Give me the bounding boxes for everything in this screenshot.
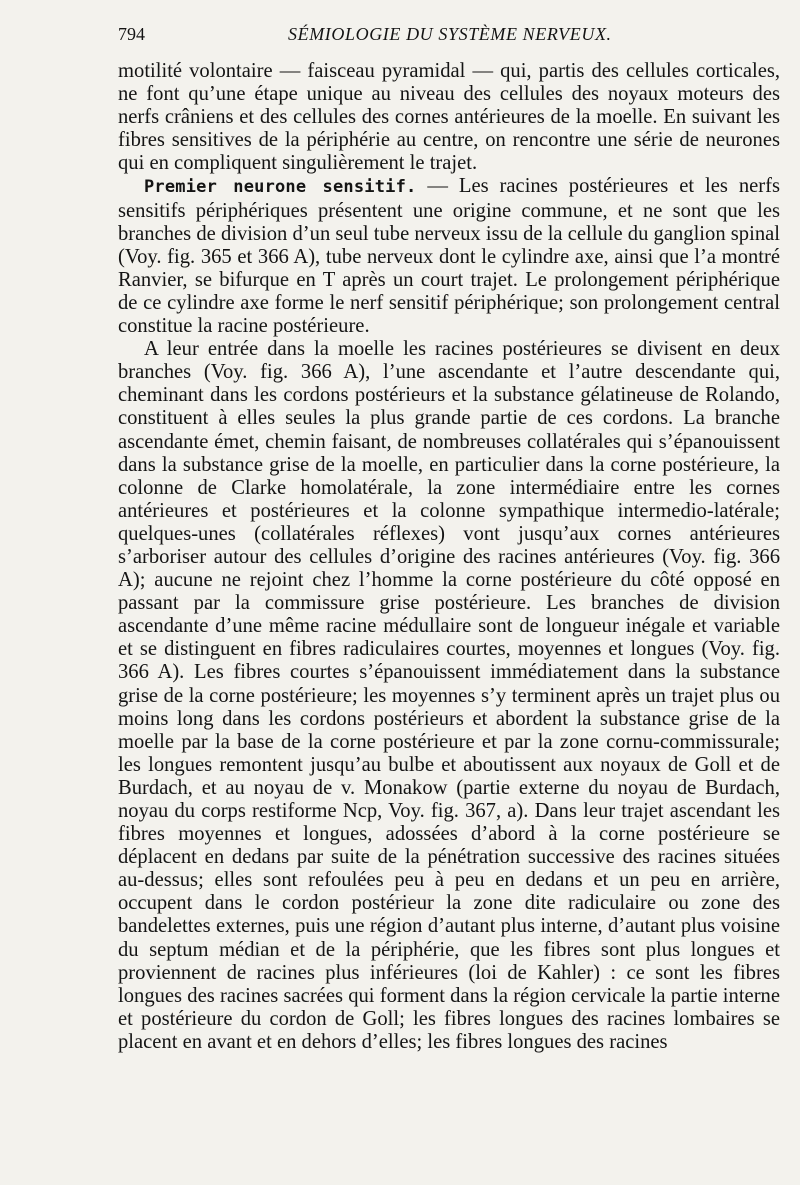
paragraph-continuation: motilité volontaire — faisceau pyramidal — qui, partis des cellules corticales, ne font qu’une étape unique au niveau des cellules des noyaux moteurs des nerfs crâniens et des cellules des cornes antérieures de la moelle. En suivant les fibres sensitives de la périphérie au centre, on rencontre une série de neurones qui en compliquent singulièrement le trajet. <box>118 60 780 175</box>
running-header <box>118 20 778 48</box>
paragraph-racines-posterieures: A leur entrée dans la moelle les racines postérieures se divisent en deux branches (Voy. fig. 366 A), l’une ascendante et l’autre descendante qui, cheminant dans les cordons postérieurs et la substance gélatineuse de Rolando, constituent à elles seules la plus grande partie de ces cordons. La branche ascendante émet, chemin faisant, de nombreuses collatérales qui s’épanouissent dans la substance grise de la moelle, en particulier dans la corne postérieure, la colonne de Clarke homolatérale, la zone intermédiaire entre les cornes antérieures et postérieures et la colonne sympathique intermedio-latérale; quelques-unes (collatérales réflexes) vont jusqu’aux cornes antérieures s’arboriser autour des cellules d’origine des racines antérieures (Voy. fig. 366 A); aucune ne rejoint chez l’homme la corne postérieure du côté opposé en passant par la commissure grise postérieure. Les branches de division ascendante d’une même racine médullaire sont de longueur inégale et variable et se distinguent en fibres radiculaires courtes, moyennes et longues (Voy. fig. 366 A). Les fibres courtes s’épanouissent immédiatement dans la substance grise de la corne postérieure; les moyennes s’y terminent après un trajet plus ou moins long dans les cordons postérieurs et abordent la substance grise de la moelle par la base de la corne postérieure et par la zone cornu-commissurale; les longues remontent jusqu’au bulbe et aboutissent aux noyaux de Goll et de Burdach, et au noyau de v. Monakow (partie externe du noyau de Burdach, noyau du corps restiforme Ncp, Voy. fig. 367, a). Dans leur trajet ascendant les fibres moyennes et longues, adossées d’abord à la corne postérieure se déplacent en dedans par suite de la pénétration successive des racines situées au-dessus; elles sont refoulées peu à peu en dedans et un peu en arrière, occupent dans le cordon postérieur la zone dite radiculaire ou zone des bandelettes externes, puis une région d’autant plus interne, d’autant plus voisine du septum médian et de la périphérie, que les fibres sont plus longues et proviennent de racines plus inférieures (loi de Kahler) : ce sont les fibres longues des racines sacrées qui forment dans la région cervicale la partie interne et postérieure du cordon de Goll; les fibres longues des racines lombaires se placent en avant et en dehors d’elles; les fibres longues des racines <box>118 338 780 1053</box>
running-title: SÉMIOLOGIE DU SYSTÈME NERVEUX. <box>288 24 612 44</box>
page-number: 794 <box>118 24 145 44</box>
paragraph-premier-neurone <box>118 175 780 338</box>
paragraph-text: — Les racines postérieures et les nerfs sensitifs périphériques présentent une origine commune, et ne sont que les branches de division d’un seul tube nerveux issu de la cellule du ganglion spinal (Voy. fig. 365 et 366 A), tube nerveux dont le cylindre axe, ainsi que l’a montré Ranvier, se bifurque en T après un court trajet. Le prolongement périphérique de ce cylindre axe forme le nerf sensitif périphérique; son prolongement central constitue la racine postérieure. <box>118 175 780 338</box>
section-heading: Premier neurone sensitif. <box>144 177 417 198</box>
body-text <box>118 60 780 1054</box>
